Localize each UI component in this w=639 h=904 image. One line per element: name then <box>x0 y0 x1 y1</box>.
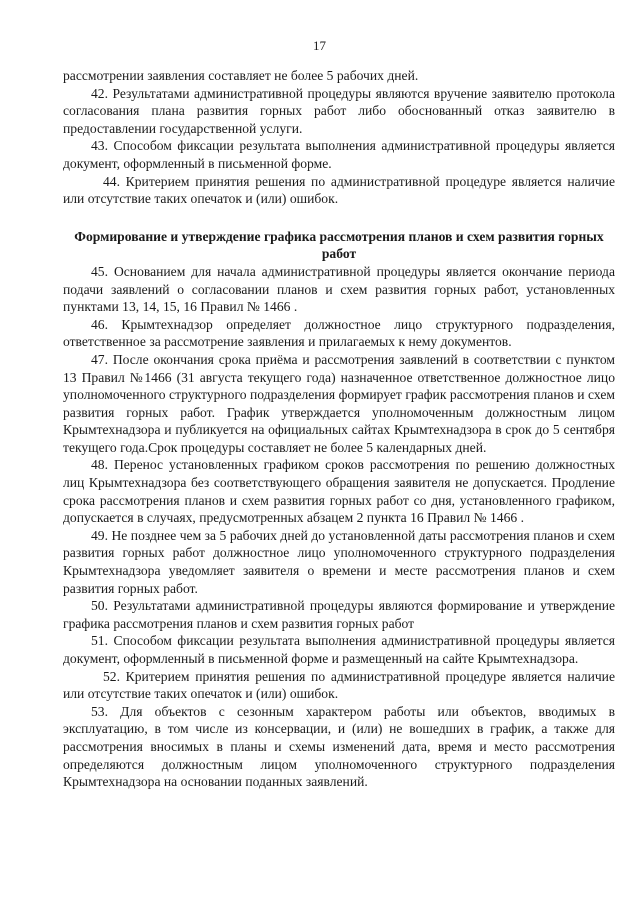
paragraph-43: 43. Способом фиксации результата выполнения административной процедуры является документ, оформленный в письменной форме. <box>63 138 615 171</box>
paragraph-42: 42. Результатами административной процедуры являются вручение заявителю протокола согласования плана развития горных работ либо обоснованный отказ заявителю в предоставлении государственной услуги. <box>63 85 615 136</box>
section-heading: Формирование и утверждение графика рассмотрения планов и схем развития горных работ <box>74 228 604 262</box>
page-number: 17 <box>313 38 326 53</box>
paragraph-50: 50. Результатами административной процедуры являются формирование и утверждение графика рассмотрения планов и схем развития горных работ <box>63 598 615 631</box>
paragraph-51: 51. Способом фиксации результата выполнения административной процедуры является документ, оформленный в письменной форме и размещенный на сайте Крымтехнадзора. <box>63 633 615 666</box>
paragraph-52: 52. Критерием принятия решения по административной процедуре является наличие или отсутствие таких опечаток и (или) ошибок. <box>63 668 615 702</box>
paragraph-47: 47. После окончания срока приёма и рассмотрения заявлений в соответствии с пунктом 13 Правил №1466 (31 августа текущего года) назначенное ответственное должностное лицо уполномоченного структурного подразделения формирует график рассмотрения планов и схем развития горных работ. График утверждается уполномоченным должностным лицом Крымтехнадзора и публикуется на официальных сайтах Крымтехнадзора в срок до 5 сентября текущего года.Срок процедуры составляет не более 5 календарных дней. <box>63 351 615 455</box>
paragraph-48: 48. Перенос установленных графиком сроков рассмотрения по решению должностных лиц Крымтехнадзора без соответствующего обращения заявителя не допускается. Продление срока рассмотрения планов и схем развития горных работ со дня, установленного графиком, допускается в случаях, предусмотренных абзацем 2 пункта 16 Правил № 1466 . <box>63 457 615 526</box>
paragraph-49: 49. Не позднее чем за 5 рабочих дней до установленной даты рассмотрения планов и схем развития горных работ должностное лицо уполномоченного структурного подразделения Крымтехнадзора уведомляет заявителя о времени и месте рассмотрения планов и схем развития горных работ. <box>63 527 615 596</box>
paragraph-45: 45. Основанием для начала административной процедуры является окончание периода подачи заявлений о согласовании планов и схем развития горных работ, установленных пунктами 13, 14, 15, 16 Правил № 1466 . <box>63 263 615 315</box>
paragraph-44: 44. Критерием принятия решения по административной процедуре является наличие или отсутствие таких опечаток и (или) ошибок. <box>63 173 615 207</box>
document-body <box>63 67 615 791</box>
paragraph-53: 53. Для объектов с сезонным характером работы или объектов, вводимых в эксплуатацию, в том числе из консервации, и (или) не вошедших в график, а также для рассмотрения вносимых в планы и схемы изменений дата, время и место рассмотрения определяются должностным лицом уполномоченного структурного подразделения Крымтехнадзора на основании поданных заявлений. <box>63 703 615 790</box>
paragraph-41-continuation: рассмотрении заявления составляет не более 5 рабочих дней. <box>63 68 419 83</box>
paragraph-46: 46. Крымтехнадзор определяет должностное лицо структурного подразделения, ответственное за рассмотрение заявления и прилагаемых к нему документов. <box>63 316 615 350</box>
